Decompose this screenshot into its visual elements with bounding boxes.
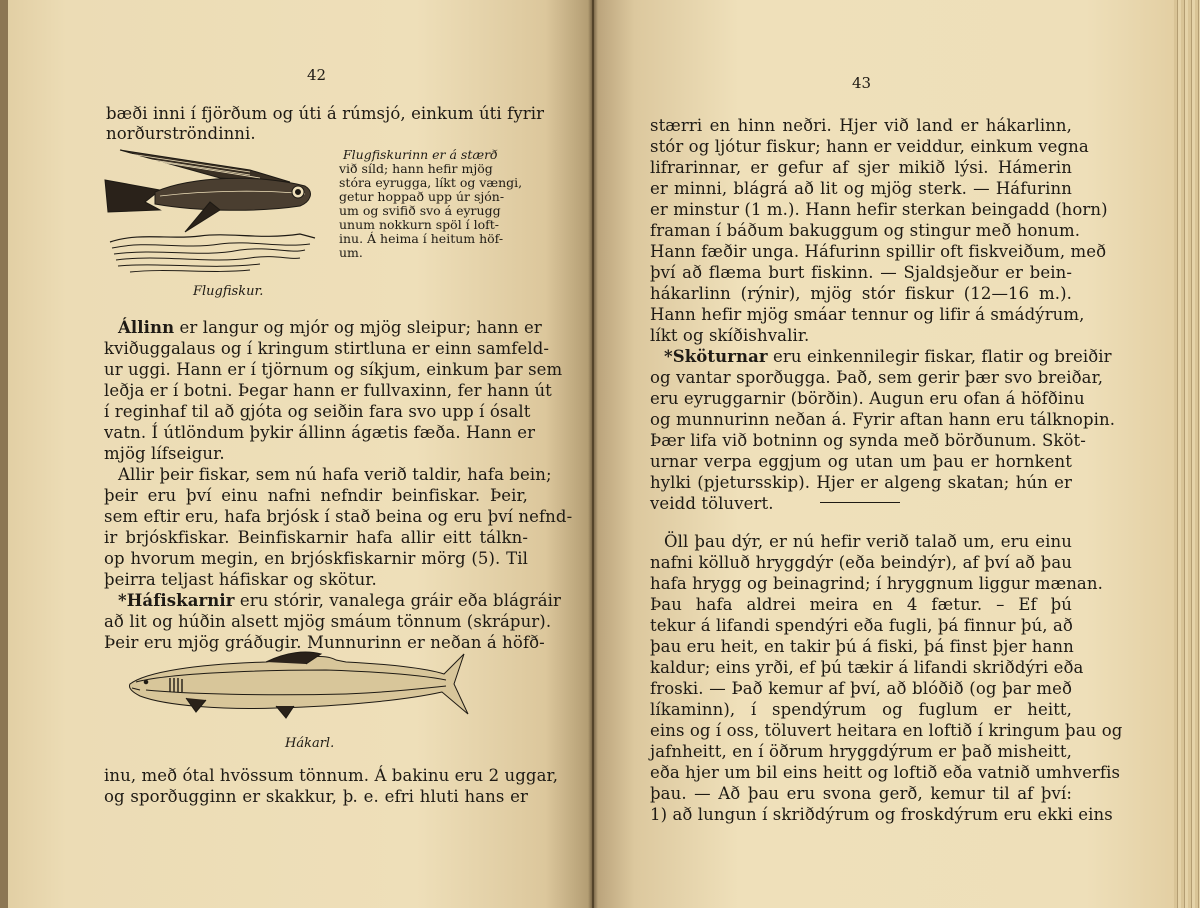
text-line: kaldur; eins yrði, ef þú tækir á lifandi skriðdýri eða xyxy=(650,658,1084,677)
text-line: líkaminn), í spendýrum og fuglum er heitt, xyxy=(650,700,1072,719)
text-line: 1) að lungun í skriðdýrum og froskdýrum eru ekki eins xyxy=(650,805,1113,824)
text-line: Þau hafa aldrei meira en 4 fætur. – Ef þú xyxy=(650,595,1072,614)
text-line: froski. — Það kemur af því, að blóðið (og þar með xyxy=(650,679,1072,698)
text-line: bæði inni í fjörðum og úti á rúmsjó, einkum úti fyrir xyxy=(106,104,545,123)
text-line: kviðuggalaus og í kringum stirtluna er einn samfeld- xyxy=(104,339,550,358)
text-line: og vantar sporðugga. Það, sem gerir þær svo breiðar, xyxy=(650,368,1104,387)
text-line: op hvorum megin, en brjóskfiskarnir mörg (5). Til xyxy=(104,549,528,568)
text-run: eru einkennilegir fiskar, flatir og breiðir xyxy=(767,347,1112,366)
text-line: nafni kölluð hryggdýr (eða beindýr), af því að þau xyxy=(650,553,1072,572)
caption-line: um. xyxy=(339,245,363,260)
book-gutter xyxy=(588,0,598,908)
text-line: lifrarinnar, er gefur af sjer mikið lýsi. Hámerin xyxy=(650,158,1072,177)
paragraph-lead: *Háfiskarnir xyxy=(118,591,235,610)
left-page-number: 42 xyxy=(307,66,327,84)
text-line: þeir eru því einu nafni nefndir beinfiskar. Þeir, xyxy=(104,486,528,505)
text-line: Þeir eru mjög gráðugir. Munnurinn er neðan á höfð- xyxy=(104,633,545,652)
paragraph-lead: *Sköturnar xyxy=(664,347,768,366)
text-line: þau eru heit, en takir þú á fiski, þá finst þjer hann xyxy=(650,637,1074,656)
right-page-number: 43 xyxy=(852,74,872,92)
text-run: er langur og mjór og mjög sleipur; hann er xyxy=(174,318,542,337)
text-line: hafa hrygg og beinagrind; í hryggnum liggur mænan. xyxy=(650,574,1103,593)
flying-fish-illustration xyxy=(100,140,330,290)
text-line: og munnurinn neðan á. Fyrir aftan hann eru tálknopin. xyxy=(650,410,1116,429)
caption-line: getur hoppað upp úr sjón- xyxy=(339,189,505,204)
text-line: leðja er í botni. Þegar hann er fullvaxinn, fer hann út xyxy=(104,381,552,400)
text-line: hákarlinn (rýnir), mjög stór fiskur (12—16 m.). xyxy=(650,284,1072,303)
text-line: vatn. Í útlöndum þykir állinn ágætis fæða. Hann er xyxy=(104,423,536,442)
text-line: þeirra teljast háfiskar og skötur. xyxy=(104,570,377,589)
shark-figure-label: Hákarl. xyxy=(285,736,335,751)
text-line: stór og ljótur fiskur; hann er veiddur, einkum vegna xyxy=(650,137,1089,156)
section-divider xyxy=(820,502,900,503)
text-line: líkt og skíðishvalir. xyxy=(650,326,810,345)
text-line: ur uggi. Hann er í tjörnum og síkjum, einkum þar sem xyxy=(104,360,563,379)
paragraph-lead: Állinn xyxy=(118,318,175,337)
text-line: ir brjóskfiskar. Beinfiskarnir hafa allir eitt tálkn- xyxy=(104,528,528,547)
text-line: stærri en hinn neðri. Hjer við land er hákarlinn, xyxy=(650,116,1072,135)
text-line: Hann hefir mjög smáar tennur og lifir á smádýrum, xyxy=(650,305,1085,324)
text-line: að lit og húðin alsett mjög smáum tönnum (skrápur). xyxy=(104,612,552,631)
text-line: því að flæma burt fiskinn. — Sjaldsjeður er bein- xyxy=(650,263,1072,282)
text-line: hylki (pjetursskip). Hjer er algeng skatan; hún er xyxy=(650,473,1072,492)
caption-line: Flugfiskurinn er á stærð xyxy=(343,147,498,162)
text-line: mjög lífseigur. xyxy=(104,444,225,463)
page-edges xyxy=(1174,0,1200,908)
text-line: eru eyruggarnir (börðin). Augun eru ofan á höfðinu xyxy=(650,389,1085,408)
text-line xyxy=(118,591,561,610)
text-line xyxy=(118,318,542,337)
text-line xyxy=(664,347,1112,366)
text-line: veidd töluvert. xyxy=(650,494,774,513)
text-line: í reginhaf til að gjóta og seiðin fara svo upp í ósalt xyxy=(104,402,531,421)
caption-line: við síld; hann hefir mjög xyxy=(339,161,493,176)
text-line: sem eftir eru, hafa brjósk í stað beina og eru því nefnd- xyxy=(104,507,573,526)
text-line: þau. — Að þau eru svona gerð, kemur til af því: xyxy=(650,784,1072,803)
text-line: urnar verpa eggjum og utan um þau er hornkent xyxy=(650,452,1072,471)
text-line: framan í báðum bakuggum og stingur með honum. xyxy=(650,221,1081,240)
caption-line: stóra eyrugga, líkt og vængi, xyxy=(339,175,523,190)
text-line: Hann fæðir unga. Háfurinn spillir oft fiskveiðum, með xyxy=(650,242,1107,261)
text-line: og sporðugginn er skakkur, þ. e. efri hluti hans er xyxy=(104,787,528,806)
text-line: er minstur (1 m.). Hann hefir sterkan beingadd (horn) xyxy=(650,200,1108,219)
text-line: tekur á lifandi spendýri eða fugli, þá finnur þú, að xyxy=(650,616,1073,635)
text-line: eins og í oss, töluvert heitara en loftið í kringum þau og xyxy=(650,721,1123,740)
shark-illustration xyxy=(126,648,471,722)
text-run: eru stórir, vanalega gráir eða blágráir xyxy=(234,591,561,610)
text-line: jafnheitt, en í öðrum hryggdýrum er það misheitt, xyxy=(650,742,1072,761)
text-line: Þær lifa við botninn og synda með börðunum. Sköt- xyxy=(650,431,1086,450)
text-line: Öll þau dýr, er nú hefir verið talað um, eru einu xyxy=(664,532,1072,551)
text-line: norðurströndinni. xyxy=(106,124,256,143)
text-line: eða hjer um bil eins heitt og loftið eða vatnið umhverfis xyxy=(650,763,1121,782)
text-line: inu, með ótal hvössum tönnum. Á bakinu eru 2 uggar, xyxy=(104,766,559,785)
text-line: er minni, blágrá að lit og mjög sterk. — Háfurinn xyxy=(650,179,1072,198)
caption-line: inu. Á heima í heitum höf- xyxy=(339,231,504,246)
caption-line: um og svifið svo á eyrugg xyxy=(339,203,501,218)
caption-line: unum nokkurn spöl í loft- xyxy=(339,217,500,232)
text-line: Allir þeir fiskar, sem nú hafa verið taldir, hafa bein; xyxy=(118,465,552,484)
book-cover-edge xyxy=(0,0,8,908)
flying-fish-figure-label: Flugfiskur. xyxy=(193,284,264,299)
